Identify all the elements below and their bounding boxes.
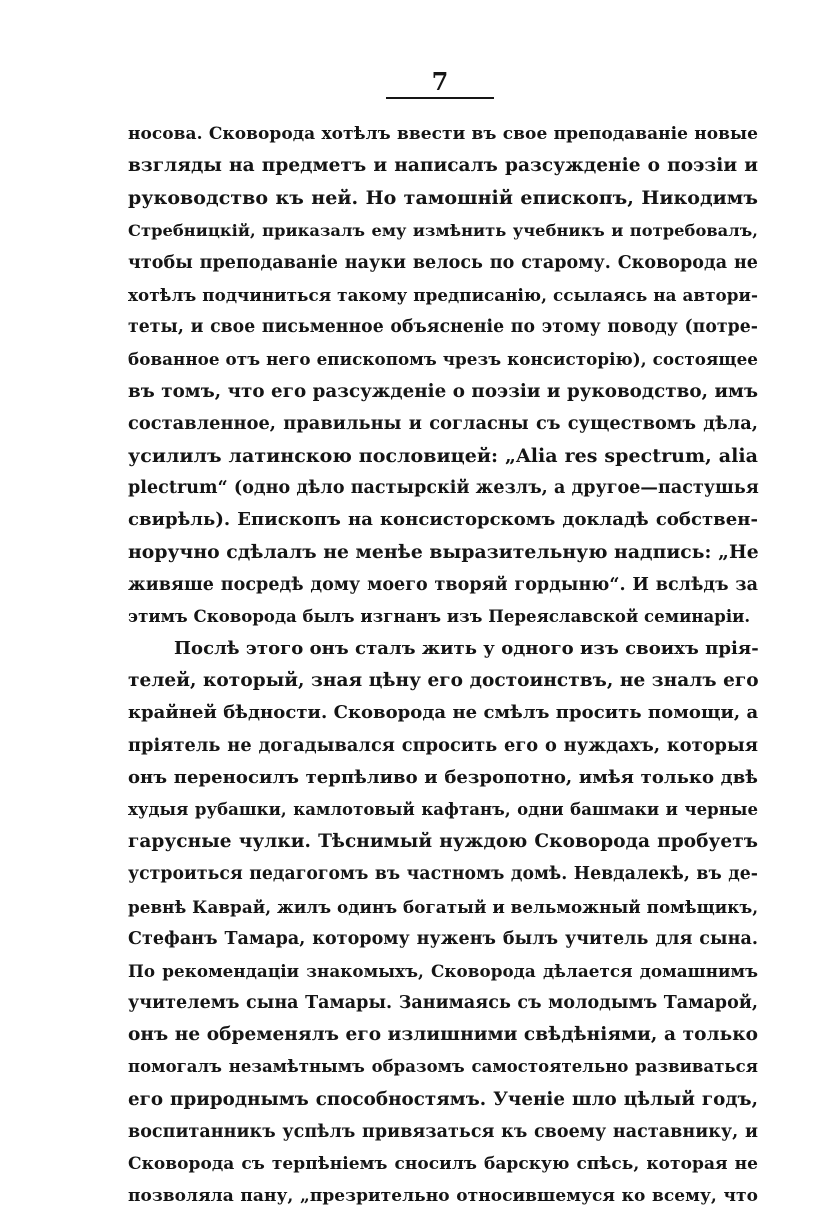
text-line: ревнѣ Каврай, жилъ одинъ богатый и вельможный помѣщикъ,: [128, 896, 759, 917]
text-line: Стребницкiй, приказалъ ему измѣнить учебникъ и потребовалъ,: [128, 220, 758, 240]
page-number: 7: [431, 67, 449, 96]
text-line: худыя рубашки, камлотовый кафтанъ, одни башмаки и черные: [128, 799, 758, 819]
text-line: хотѣлъ подчиниться такому предписанiю, ссылаясь на автори-: [128, 284, 758, 305]
text-line: воспитанникъ успѣлъ привязаться къ своему наставнику, и: [128, 1121, 758, 1142]
text-line: норучно сдѣлалъ не менѣе выразительную надпись: „Не: [128, 541, 759, 564]
paragraph-first-line: Послѣ этого онъ сталъ жить у одного изъ своихъ прiя-: [174, 638, 759, 659]
text-line: Стефанъ Тамара, которому нуженъ былъ учитель для сына.: [128, 928, 758, 949]
text-line: чтобы преподаванiе науки велось по старому. Сковорода не: [128, 252, 758, 273]
text-line: телей, который, зная цѣну его достоинствъ, не зналъ его: [128, 670, 759, 692]
text-line: plectrum“ (одно дѣло пастырскiй жезлъ, а другое—пастушья: [128, 478, 759, 499]
text-line: позволяла пану, „презрительно относившемуся ко всему, что: [128, 1186, 758, 1207]
text-line: бованное отъ него епископомъ чрезъ консисторiю), состоящее: [128, 349, 758, 370]
page-number-rule: [386, 97, 494, 99]
text-line: По рекомендацiи знакомыхъ, Сковорода дѣлается домашнимъ: [128, 960, 758, 981]
text-line: теты, и свое письменное объясненiе по этому поводу (потре-: [128, 317, 758, 338]
text-line: усилилъ латинскою пословицей: „Alia res spectrum, alia: [128, 444, 758, 467]
text-line: этимъ Сковорода былъ изгнанъ изъ Переяславской семинарiи.: [128, 606, 751, 626]
text-line: помогалъ незамѣтнымъ образомъ самостоятельно развиваться: [128, 1057, 758, 1077]
text-line: онъ не обременялъ его излишними свѣдѣнiями, а только: [128, 1024, 758, 1046]
text-line: свирѣль). Епископъ на консисторскомъ докладѣ собствен-: [128, 509, 758, 531]
body-text: [128, 118, 758, 1212]
text-line: крайней бѣдности. Сковорода не смѣлъ просить помощи, а: [128, 702, 759, 724]
text-line: руководство къ ней. Но тамошнiй епископъ, Никодимъ: [128, 187, 758, 210]
text-line: онъ переносилъ терпѣливо и безропотно, имѣя только двѣ: [128, 766, 758, 788]
text-line: его природнымъ способностямъ. Ученiе шло цѣлый годъ,: [128, 1088, 758, 1110]
text-line: взгляды на предметъ и написалъ разсужденiе о поэзiи и: [128, 155, 758, 177]
text-line: носова. Сковорода хотѣлъ ввести въ свое преподаванiе новые: [128, 124, 758, 144]
text-line: составленное, правильны и согласны съ существомъ дѣла,: [128, 412, 758, 434]
text-line: Сковорода съ терпѣнiемъ сносилъ барскую спѣсь, которая не: [128, 1154, 758, 1174]
text-line: прiятель не догадывался спросить его о нуждахъ, которыя: [128, 734, 758, 756]
text-line: учителемъ сына Тамары. Занимаясь съ молодымъ Тамарой,: [128, 993, 758, 1014]
page-header: [386, 68, 494, 99]
text-line: въ томъ, что его разсужденiе о поэзiи и руководство, имъ: [128, 380, 758, 402]
text-line: живяше посредѣ дому моего творяй гордыню“. И вслѣдъ за: [128, 574, 758, 595]
text-line: гарусные чулки. Тѣснимый нуждою Сковорода пробуетъ: [128, 831, 758, 853]
text-line: устроиться педагогомъ въ частномъ домѣ. Невдалекѣ, въ де-: [128, 864, 758, 885]
